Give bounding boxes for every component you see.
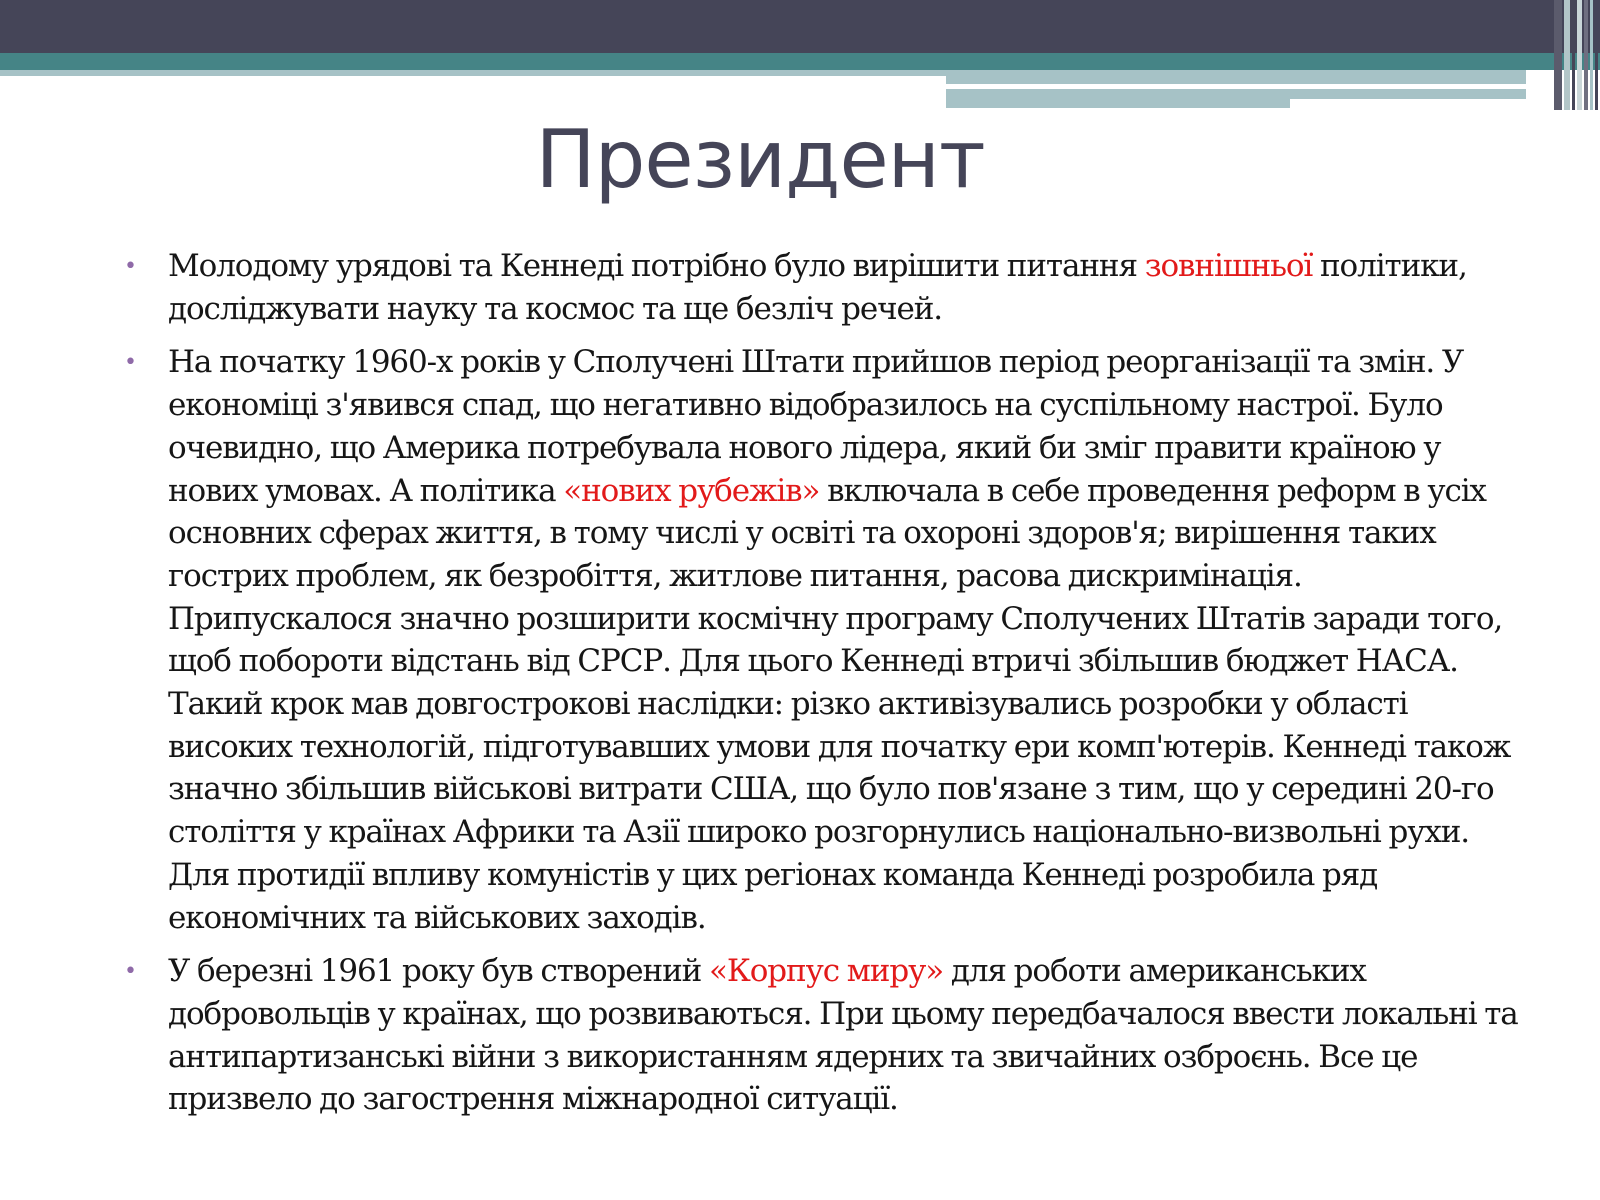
bullet-text-plain: політики, досліджувати науку та космос та ще безліч речей. — [168, 248, 1467, 327]
corner-stripes — [1554, 0, 1600, 110]
bullet-item — [120, 341, 1520, 939]
header-band-light — [0, 70, 946, 76]
highlight-term: «Корпус миру» — [708, 953, 944, 990]
header-band-light-right-lower — [946, 89, 1526, 99]
bullet-item — [120, 950, 1520, 1121]
header-band-dark — [0, 0, 1600, 53]
header-band-light-right — [946, 70, 1526, 84]
bullet-dot-icon: • — [124, 959, 137, 985]
highlight-term: зовнішньої — [1144, 248, 1313, 284]
slide-title: Президент — [535, 113, 985, 206]
bullet-item — [120, 245, 1520, 330]
bullet-text-plain: Молодому урядові та Кеннеді потрібно було вирішити питання — [168, 248, 1145, 284]
header-band-light-short — [946, 99, 1290, 108]
header-band-teal — [0, 53, 1600, 70]
bullet-text — [168, 950, 1520, 1121]
bullet-text-plain: На початку 1960-х років у Сполучені Штати прийшов період реорганізації та змін. У економіці з'явився спад, що негативно відобразилось на суспільному настрої. Було очевидно, що Америка потребувала нового лідера, який би зміг правити країною у нових умовах. А політика — [168, 344, 1464, 509]
bullet-text-plain: включала в себе проведення реформ в усіх основних сферах життя, в тому числі у освіті та охороні здоров'я; вирішення таких гострих проблем, як безробіття, житлове питання, расова дискримінація. Припускалося значно розширити космічну програму Сполучених Штатів заради того, щоб побороти відстань від СРСР. Для цього Кеннеді втричі збільшив бюджет НАСА. Такий крок мав довгострокові наслідки: різко активізувались розробки у області високих технологій, підготувавших умови для початку ери комп'ютерів. Кеннеді також значно збільшив військові витрати США, що було пов'язане з тим, що у середині 20-го століття у країнах Африки та Азії широко розгорнулись національно-визвольні рухи. Для протидії впливу комуністів у цих регіонах команда Кеннеді розробила ряд економічних та військових заходів. — [168, 472, 1511, 936]
bullet-text-plain: У березні 1961 року був створений — [168, 953, 709, 990]
bullet-dot-icon: • — [124, 254, 137, 279]
bullet-text — [168, 245, 1520, 330]
bullet-dot-icon: • — [124, 350, 137, 376]
highlight-term: «нових рубежів» — [563, 472, 820, 509]
slide-body — [120, 245, 1520, 1132]
bullet-text — [168, 341, 1520, 939]
bullet-text-plain: для роботи американських добровольців у країнах, що розвиваються. При цьому передбачалося ввести локальні та антипартизанські війни з використанням ядерних та звичайних озброєнь. Все це призвело до загострення міжнародної ситуації. — [168, 953, 1518, 1118]
